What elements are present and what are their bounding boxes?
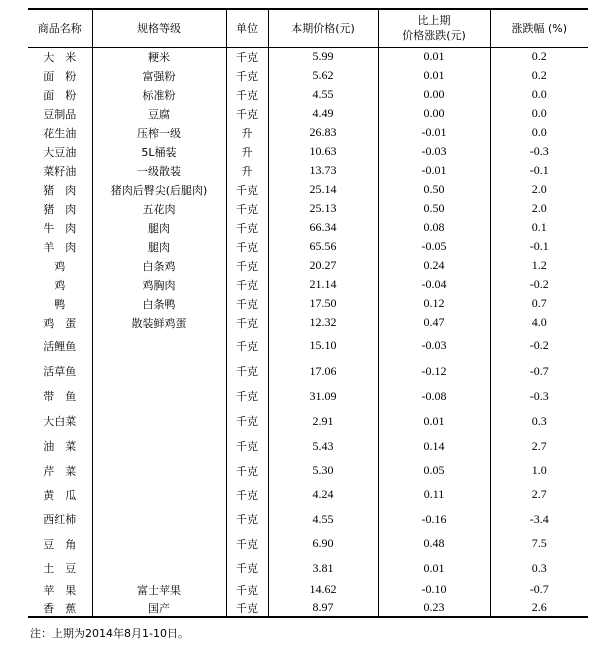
- cell-unit: 升: [226, 142, 268, 161]
- cell-spec: 豆腐: [92, 104, 226, 123]
- cell-pct: 0.0: [490, 85, 588, 104]
- table-row: [28, 66, 588, 85]
- cell-price: 25.14: [268, 180, 378, 199]
- cell-spec: [92, 409, 226, 433]
- cell-pct: -0.2: [490, 275, 588, 294]
- table-row: [28, 142, 588, 161]
- cell-name: 油 菜: [43, 440, 77, 453]
- cell-price: 8.97: [268, 599, 378, 617]
- cell-name: 豆 角: [43, 537, 77, 551]
- cell-price: 4.55: [268, 507, 378, 531]
- cell-unit: 千克: [226, 180, 268, 199]
- cell-price: 15.10: [268, 332, 378, 359]
- cell-name: 西红柿: [43, 513, 77, 526]
- cell-change: -0.12: [378, 359, 490, 383]
- cell-name: 黄 瓜: [43, 488, 77, 502]
- cell-spec: [92, 482, 226, 507]
- cell-spec: 白条鸭: [92, 294, 226, 313]
- cell-name: 猪 肉: [43, 202, 77, 216]
- table-row: [28, 482, 588, 507]
- cell-spec: 腿肉: [92, 218, 226, 237]
- cell-price: 4.49: [268, 104, 378, 123]
- cell-unit: 千克: [226, 580, 268, 599]
- cell-price: 5.43: [268, 433, 378, 459]
- cell-pct: -0.3: [490, 383, 588, 409]
- cell-pct: 2.7: [490, 433, 588, 459]
- cell-spec: [92, 531, 226, 556]
- table-row: [28, 218, 588, 237]
- cell-spec: 5L桶装: [92, 142, 226, 161]
- cell-unit: 千克: [226, 294, 268, 313]
- cell-unit: 千克: [226, 275, 268, 294]
- table-header: [28, 9, 588, 47]
- cell-name: 香 蕉: [28, 599, 92, 617]
- cell-name: 面 粉: [43, 69, 77, 83]
- cell-spec: 腿肉: [92, 237, 226, 256]
- table-row: [28, 531, 588, 556]
- cell-pct: 0.2: [490, 47, 588, 66]
- table-row: [28, 294, 588, 313]
- cell-spec: 散装鲜鸡蛋: [92, 313, 226, 332]
- cell-change: 0.01: [378, 47, 490, 66]
- table-row: [28, 237, 588, 256]
- cell-unit: 千克: [226, 409, 268, 433]
- cell-price: 6.90: [268, 531, 378, 556]
- cell-unit: 千克: [226, 85, 268, 104]
- cell-unit: 千克: [226, 313, 268, 332]
- table-row: [28, 332, 588, 359]
- table-row: [28, 199, 588, 218]
- cell-pct: 1.0: [490, 459, 588, 482]
- cell-price: 5.99: [268, 47, 378, 66]
- cell-price: 66.34: [268, 218, 378, 237]
- table-row: [28, 507, 588, 531]
- cell-pct: -0.1: [490, 161, 588, 180]
- table-row: [28, 409, 588, 433]
- cell-spec: 标准粉: [92, 85, 226, 104]
- cell-spec: 富士苹果: [92, 580, 226, 599]
- header-pct: 涨跌幅 (%): [490, 9, 588, 47]
- cell-spec: [92, 507, 226, 531]
- cell-change: 0.50: [378, 199, 490, 218]
- cell-unit: 千克: [226, 599, 268, 617]
- cell-change: 0.11: [378, 482, 490, 507]
- cell-price: 17.06: [268, 359, 378, 383]
- cell-pct: 0.7: [490, 294, 588, 313]
- cell-price: 26.83: [268, 123, 378, 142]
- cell-change: 0.23: [378, 599, 490, 617]
- cell-name: 活鲤鱼: [43, 339, 77, 353]
- table-row: [28, 275, 588, 294]
- cell-spec: 粳米: [92, 47, 226, 66]
- cell-spec: 鸡胸肉: [92, 275, 226, 294]
- table-row: [28, 599, 588, 617]
- cell-unit: 千克: [226, 332, 268, 359]
- cell-pct: 0.0: [490, 123, 588, 142]
- cell-change: 0.00: [378, 104, 490, 123]
- cell-price: 5.62: [268, 66, 378, 85]
- cell-name: 大 米: [43, 50, 77, 64]
- cell-price: 3.81: [268, 556, 378, 580]
- header-spec: 规格等级: [92, 9, 226, 47]
- header-unit: 单位: [226, 9, 268, 47]
- cell-name: 面 粉: [43, 88, 77, 102]
- cell-change: 0.48: [378, 531, 490, 556]
- cell-unit: 千克: [226, 482, 268, 507]
- cell-spec: [92, 459, 226, 482]
- table-body: [28, 47, 588, 617]
- table-row: [28, 580, 588, 599]
- cell-pct: 1.2: [490, 256, 588, 275]
- header-row: [28, 9, 588, 47]
- cell-unit: 千克: [226, 531, 268, 556]
- table-row: [28, 104, 588, 123]
- cell-pct: 7.5: [490, 531, 588, 556]
- cell-change: 0.14: [378, 433, 490, 459]
- cell-change: 0.12: [378, 294, 490, 313]
- table-row: [28, 459, 588, 482]
- cell-name: 大白菜: [43, 415, 77, 428]
- cell-price: 65.56: [268, 237, 378, 256]
- cell-pct: -0.7: [490, 359, 588, 383]
- cell-spec: [92, 332, 226, 359]
- cell-change: -0.08: [378, 383, 490, 409]
- cell-name: 芹 菜: [43, 464, 77, 478]
- cell-name: 鸡 蛋: [43, 316, 77, 330]
- cell-change: -0.05: [378, 237, 490, 256]
- table-row: [28, 180, 588, 199]
- header-name: 商品名称: [28, 9, 92, 47]
- cell-spec: 压榨一级: [92, 123, 226, 142]
- cell-pct: -0.2: [490, 332, 588, 359]
- table-row: [28, 85, 588, 104]
- cell-pct: 0.0: [490, 104, 588, 123]
- cell-change: 0.08: [378, 218, 490, 237]
- cell-name: 牛 肉: [43, 221, 77, 235]
- table-row: [28, 359, 588, 383]
- cell-pct: 2.7: [490, 482, 588, 507]
- table-row: [28, 256, 588, 275]
- cell-name: 鸡: [54, 278, 66, 292]
- cell-pct: -0.1: [490, 237, 588, 256]
- cell-name: 菜籽油: [43, 164, 77, 178]
- cell-price: 14.62: [268, 580, 378, 599]
- cell-name: 苹 果: [43, 583, 77, 597]
- footnote: 注：上期为2014年8月1-10日。: [30, 627, 189, 640]
- cell-change: -0.03: [378, 332, 490, 359]
- cell-change: 0.05: [378, 459, 490, 482]
- cell-price: 25.13: [268, 199, 378, 218]
- table-row: [28, 161, 588, 180]
- cell-change: 0.24: [378, 256, 490, 275]
- cell-unit: 千克: [226, 433, 268, 459]
- cell-spec: [92, 383, 226, 409]
- cell-price: 2.91: [268, 409, 378, 433]
- cell-price: 4.55: [268, 85, 378, 104]
- cell-change: 0.50: [378, 180, 490, 199]
- cell-name: 大豆油: [43, 145, 77, 159]
- cell-price: 4.24: [268, 482, 378, 507]
- cell-pct: -3.4: [490, 507, 588, 531]
- price-table: [28, 8, 588, 618]
- header-change: [378, 9, 490, 47]
- cell-pct: 4.0: [490, 313, 588, 332]
- table-row: [28, 433, 588, 459]
- cell-pct: -0.3: [490, 142, 588, 161]
- cell-change: 0.01: [378, 409, 490, 433]
- cell-change: -0.01: [378, 123, 490, 142]
- cell-spec: 一级散装: [92, 161, 226, 180]
- cell-unit: 升: [226, 123, 268, 142]
- cell-price: 12.32: [268, 313, 378, 332]
- cell-name: 活草鱼: [43, 365, 77, 378]
- cell-spec: 富强粉: [92, 66, 226, 85]
- cell-change: -0.10: [378, 580, 490, 599]
- header-change-line1: 比上期: [417, 14, 451, 28]
- cell-unit: 升: [226, 161, 268, 180]
- table-row: [28, 556, 588, 580]
- cell-pct: 2.0: [490, 199, 588, 218]
- cell-change: 0.47: [378, 313, 490, 332]
- cell-name: 豆制品: [43, 107, 77, 121]
- cell-spec: [92, 556, 226, 580]
- cell-change: -0.01: [378, 161, 490, 180]
- cell-name: 羊 肉: [43, 240, 77, 254]
- cell-change: -0.04: [378, 275, 490, 294]
- cell-spec: 白条鸡: [92, 256, 226, 275]
- cell-unit: 千克: [226, 507, 268, 531]
- cell-unit: 千克: [226, 199, 268, 218]
- cell-pct: 0.2: [490, 66, 588, 85]
- cell-unit: 千克: [226, 104, 268, 123]
- cell-pct: 2.6: [490, 599, 588, 617]
- cell-name: 猪 肉: [43, 183, 77, 197]
- cell-unit: 千克: [226, 218, 268, 237]
- cell-price: 20.27: [268, 256, 378, 275]
- cell-spec: 五花肉: [92, 199, 226, 218]
- cell-change: -0.03: [378, 142, 490, 161]
- cell-change: 0.01: [378, 556, 490, 580]
- table-row: [28, 123, 588, 142]
- cell-name: 花生油: [43, 126, 77, 140]
- table-row: [28, 47, 588, 66]
- cell-pct: -0.7: [490, 580, 588, 599]
- cell-spec: 国产: [92, 599, 226, 617]
- cell-unit: 千克: [226, 383, 268, 409]
- cell-spec: [92, 433, 226, 459]
- cell-change: 0.00: [378, 85, 490, 104]
- cell-unit: 千克: [226, 237, 268, 256]
- cell-unit: 千克: [226, 256, 268, 275]
- cell-price: 13.73: [268, 161, 378, 180]
- cell-price: 17.50: [268, 294, 378, 313]
- cell-change: 0.01: [378, 66, 490, 85]
- header-price: 本期价格(元): [268, 9, 378, 47]
- header-change-line2: 价格涨跌(元): [402, 29, 466, 43]
- cell-unit: 千克: [226, 556, 268, 580]
- cell-name: 土 豆: [43, 562, 77, 575]
- cell-spec: 猪肉后臀尖(后腿肉): [92, 180, 226, 199]
- cell-name: 带 鱼: [43, 390, 77, 403]
- cell-price: 5.30: [268, 459, 378, 482]
- cell-pct: 0.1: [490, 218, 588, 237]
- cell-unit: 千克: [226, 359, 268, 383]
- cell-unit: 千克: [226, 66, 268, 85]
- cell-unit: 千克: [226, 47, 268, 66]
- cell-spec: [92, 359, 226, 383]
- cell-price: 10.63: [268, 142, 378, 161]
- cell-pct: 2.0: [490, 180, 588, 199]
- cell-name: 鸭: [54, 297, 66, 311]
- cell-name: 鸡: [54, 259, 66, 273]
- table-row: [28, 383, 588, 409]
- cell-unit: 千克: [226, 459, 268, 482]
- cell-price: 31.09: [268, 383, 378, 409]
- cell-price: 21.14: [268, 275, 378, 294]
- cell-change: -0.16: [378, 507, 490, 531]
- cell-pct: 0.3: [490, 409, 588, 433]
- table-row: [28, 313, 588, 332]
- cell-pct: 0.3: [490, 556, 588, 580]
